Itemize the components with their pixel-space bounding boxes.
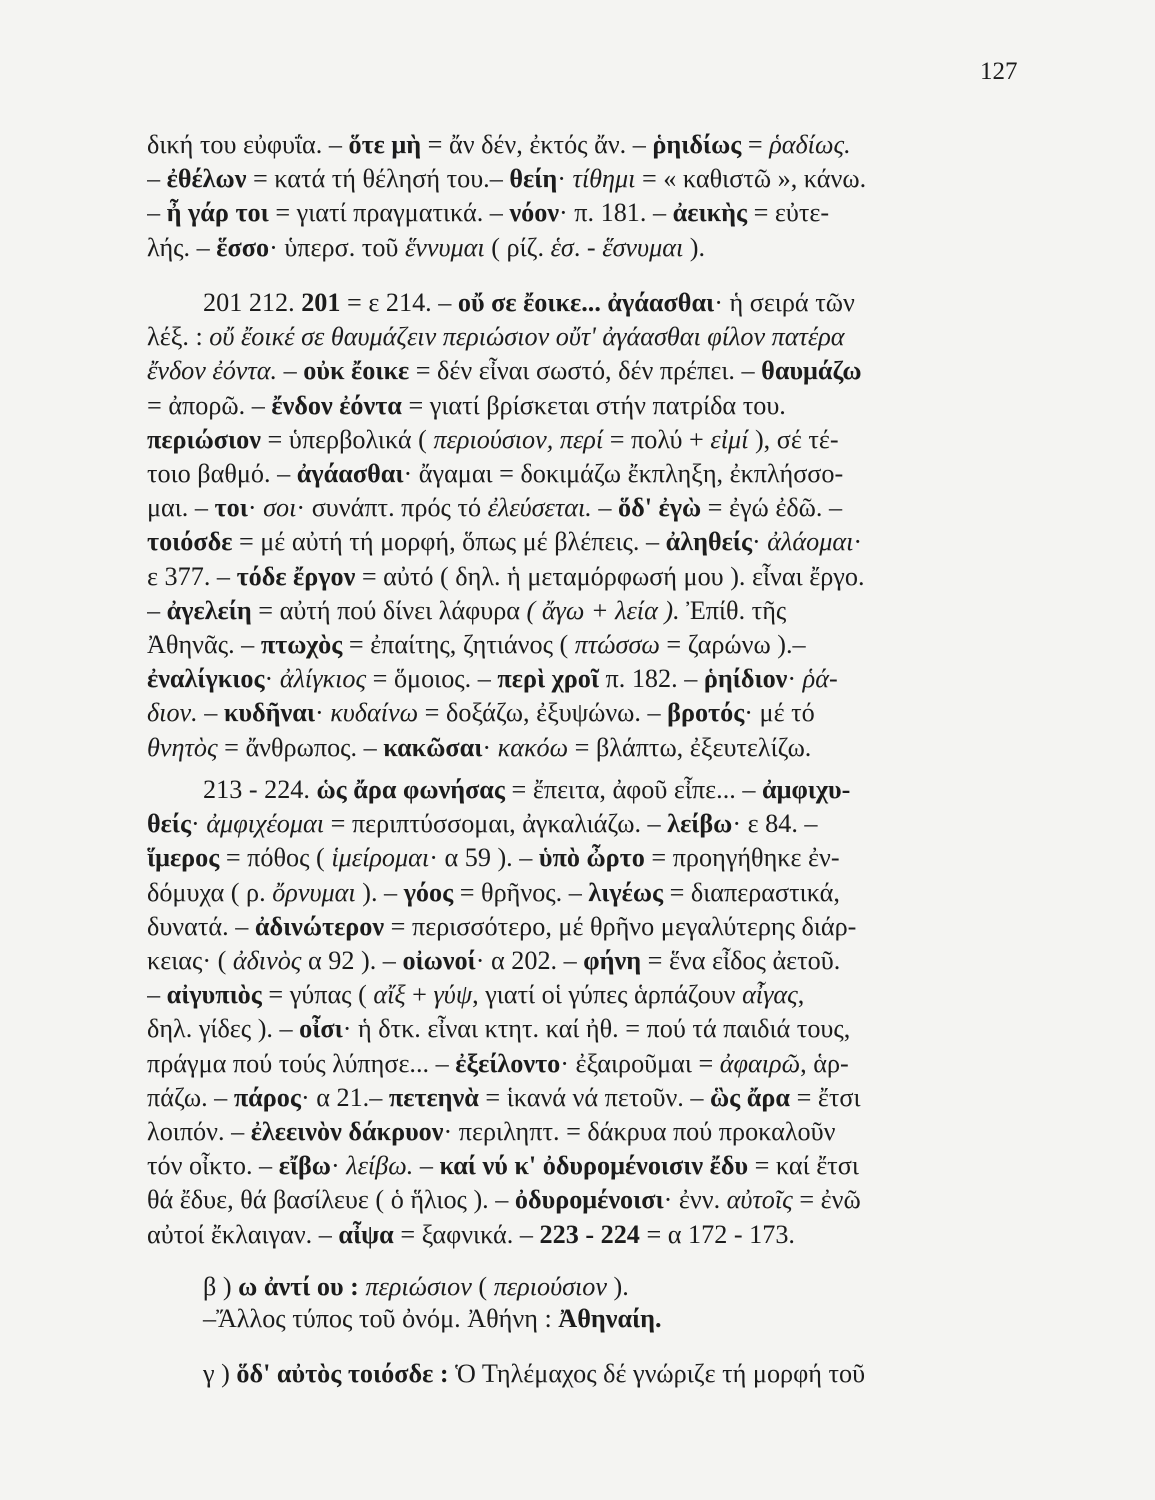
lemma-term: ἕσσο <box>216 232 270 262</box>
lemma-term: τοι <box>214 493 248 523</box>
gloss-text: = δέν εἶναι σωστό, δέν πρέπει. – <box>409 356 762 386</box>
gloss-text: θά ἔδυε, θά βασίλευε ( ὁ ἥλιος ). – <box>147 1185 515 1215</box>
gloss-text: = προηγήθηκε ἐν- <box>644 843 840 873</box>
commentary-paragraph <box>147 286 1015 765</box>
text-line <box>147 978 1015 1012</box>
lemma-term: ῥηίδιον <box>703 664 788 694</box>
gloss-text: = πόθος ( <box>219 843 332 873</box>
gloss-text: τόν οἶκτο. – <box>147 1151 279 1181</box>
gloss-text: ). – <box>355 877 404 907</box>
text-line <box>147 807 1015 841</box>
gloss-text: = περισσότερο, μέ θρῆνο μεγαλύτερης διάρ- <box>384 911 857 941</box>
gloss-text: 213 - 224. <box>203 775 317 804</box>
lemma-term: ῥηιδίως <box>652 130 742 159</box>
gloss-text: = ἀπορῶ. – <box>147 390 272 420</box>
gloss-text: μαι. – <box>147 493 215 523</box>
gloss-text: α 92 ). – <box>301 946 403 976</box>
greek-citation: θνητὸς <box>147 732 218 762</box>
gloss-text: = <box>741 130 770 159</box>
greek-citation: γύψ <box>433 980 473 1010</box>
text-line <box>147 196 1015 230</box>
lemma-term: ἵμερος <box>147 843 220 873</box>
gloss-text: πάζω. – <box>147 1082 234 1112</box>
greek-citation: ἕννυμαι <box>404 232 485 262</box>
gloss-text: λοιπόν. – <box>147 1117 251 1147</box>
greek-citation: σοι <box>263 493 297 523</box>
commentary-paragraph <box>147 128 1015 265</box>
gloss-text: · περιληπτ. = δάκρυα πού προκαλοῦν <box>443 1117 836 1147</box>
gloss-text: · ε 84. – <box>732 809 818 839</box>
lemma-term: ὅδ' αὐτὸς τοιόσδε : <box>236 1359 449 1388</box>
lemma-term: πάρος <box>233 1082 301 1112</box>
greek-citation: ῥά- <box>802 664 838 694</box>
page-number: 127 <box>980 58 1018 85</box>
gloss-text: = ξαφνικά. – <box>393 1219 540 1249</box>
lemma-term: λείβω <box>667 809 733 839</box>
gloss-text: – <box>413 1151 440 1181</box>
gloss-text: = πολύ + <box>603 424 711 454</box>
text-line <box>147 1270 1015 1304</box>
gloss-text: 201 212. <box>203 288 302 317</box>
gloss-text: · <box>247 493 264 523</box>
text-line <box>147 560 1015 594</box>
text-line <box>147 457 1015 491</box>
greek-citation: ( ἄγω + λεία ). <box>526 595 680 625</box>
gloss-text: = θρῆνος. – <box>453 877 589 907</box>
greek-citation: ῥαδίως. <box>769 130 851 159</box>
gloss-text: · <box>191 809 207 839</box>
lemma-term: περὶ χροῖ <box>497 664 599 694</box>
gloss-text: –Ἄλλος τύπος τοῦ ὀνόμ. Ἀθήνη : <box>203 1304 559 1333</box>
lemma-term: ὅτε μὴ <box>348 130 422 159</box>
gloss-text: · <box>264 664 280 694</box>
greek-citation: περιώσιον <box>365 1272 472 1301</box>
gloss-text: , ἁρ- <box>800 1048 849 1078</box>
lemma-term: θείη <box>509 164 558 194</box>
lemma-term: ἀγάασθαι <box>296 459 404 489</box>
gloss-text: · μέ τό <box>744 698 815 728</box>
gloss-text: = α 172 - 173. <box>639 1219 795 1249</box>
text-line <box>147 910 1015 944</box>
lemma-term: ἐλεεινὸν δάκρυον <box>250 1117 444 1147</box>
gloss-text: = ἱκανά νά πετοῦν. – <box>478 1082 711 1112</box>
greek-citation: ἐλεύσεται. <box>487 493 592 523</box>
lemma-term: ἔνδον ἐόντα <box>271 390 402 420</box>
lemma-term: 201 <box>301 288 341 317</box>
gloss-text: γ ) <box>203 1359 237 1388</box>
text-line <box>147 1115 1015 1149</box>
gloss-text: ). <box>683 232 706 262</box>
greek-citation: περιούσιον <box>493 1272 607 1301</box>
lemma-term: ἀγελείη <box>166 595 252 625</box>
text-line <box>147 231 1015 265</box>
gloss-text: λής. – <box>147 232 217 262</box>
lemma-term: ὡς ἄρα φωνήσας <box>316 775 505 804</box>
gloss-text: = ὅμοιος. – <box>366 664 498 694</box>
greek-citation: ἀδινὸς <box>232 946 302 976</box>
text-line <box>147 1183 1015 1217</box>
text-line <box>147 1081 1015 1115</box>
gloss-text: = γιατί πραγματικά. – <box>268 198 510 228</box>
text-line <box>147 423 1015 457</box>
text-line <box>147 286 1015 320</box>
gloss-text: = γιατί βρίσκεται στήν πατρίδα του. <box>401 390 786 420</box>
gloss-text: = ἐπαίτης, ζητιάνος ( <box>342 630 575 660</box>
lemma-term: ὣς ἄρα <box>710 1082 791 1112</box>
lemma-term: τόδε ἔργον <box>236 561 356 591</box>
gloss-text: Ὁ Τηλέμαχος δέ γνώριζε τή μορφή τοῦ <box>448 1359 866 1388</box>
gloss-text: = περιπτύσσομαι, ἀγκαλιάζω. – <box>324 809 668 839</box>
lemma-term: ἀδινώτερον <box>254 911 385 941</box>
gloss-text: – <box>147 595 167 625</box>
text-line <box>147 773 1015 807</box>
lemma-term: ω ἀντί ου : <box>238 1272 366 1301</box>
gloss-text: = γύπας ( <box>261 980 374 1010</box>
greek-citation: αἶγας <box>742 980 798 1010</box>
lemma-term: αἰγυπιὸς <box>166 980 262 1010</box>
gloss-text: · ὑπερσ. τοῦ <box>269 232 405 262</box>
lemma-term: οὔ σε ἔοικε... ἀγάασθαι <box>457 288 715 317</box>
text-line <box>147 320 1015 354</box>
gloss-text: = ἐνῶ <box>792 1185 861 1215</box>
greek-citation: ἀλίγκιος <box>279 664 367 694</box>
gloss-text: ( ρίζ. <box>484 232 551 262</box>
lemma-term: νόον <box>509 198 560 228</box>
gloss-text: · α 59 ). – <box>429 843 539 873</box>
text-line <box>147 662 1015 696</box>
text-line <box>147 876 1015 910</box>
gloss-text: ), σέ τέ- <box>748 424 839 454</box>
gloss-text: – <box>591 493 619 523</box>
lemma-term: 223 - 224 <box>539 1219 640 1249</box>
text-line <box>147 128 1015 162</box>
gloss-text: · <box>787 664 803 694</box>
greek-citation: λείβω. <box>346 1151 414 1181</box>
lemma-term: κυδῆναι <box>223 698 315 728</box>
greek-citation: εἰμί <box>710 424 749 454</box>
text-line <box>147 628 1015 662</box>
gloss-text: , γιατί οἱ γύπες ἁρπάζουν <box>472 980 743 1010</box>
gloss-text: · ἐνν. <box>663 1185 727 1215</box>
greek-citation: τίθημι <box>572 164 636 194</box>
lemma-term: τοιόσδε <box>147 527 233 557</box>
gloss-text: · ἡ σειρά τῶν <box>714 288 855 317</box>
gloss-text: = καί ἔτσι <box>748 1151 859 1181</box>
text-line <box>147 354 1015 388</box>
gloss-text: – <box>197 698 224 728</box>
gloss-text: Ἐπίθ. τῆς <box>679 595 787 625</box>
text-line <box>147 696 1015 730</box>
gloss-text: · π. 181. – <box>559 198 673 228</box>
gloss-text: = « καθιστῶ », κάνω. <box>635 164 867 194</box>
commentary-note <box>147 1302 1015 1336</box>
lemma-term: ἐξείλοντο <box>455 1048 561 1078</box>
gloss-text: = κατά τή θέλησή του.– <box>246 164 510 194</box>
gloss-text: · <box>752 527 768 557</box>
commentary-paragraph <box>147 773 1015 1252</box>
text-line <box>147 491 1015 525</box>
gloss-text: = αὐτό ( δηλ. ἡ μεταμόρφωσή μου ). εἶναι ἔργο. <box>355 561 865 591</box>
gloss-text: · ἄγαμαι = δοκιμάζω ἔκπληξη, ἐκπλήσσο- <box>403 459 844 489</box>
gloss-text: = ἔπειτα, ἀφοῦ εἶπε... – <box>504 775 762 804</box>
gloss-text: · <box>330 1151 347 1181</box>
text-line <box>147 1012 1015 1046</box>
gloss-text: π. 182. – <box>598 664 704 694</box>
gloss-text: – <box>147 980 167 1010</box>
greek-citation: περιούσιον, περί <box>433 424 604 454</box>
text-line <box>147 1218 1015 1252</box>
greek-citation: πτώσσω <box>574 630 660 660</box>
lemma-term: κακῶσαι <box>383 732 483 762</box>
gloss-text: ε 377. – <box>147 561 237 591</box>
greek-citation: διον. <box>147 698 198 728</box>
lemma-term: γόος <box>403 877 454 907</box>
gloss-text: = ἄνθρωπος. – <box>217 732 384 762</box>
lemma-term: αἶψα <box>338 1219 394 1249</box>
text-line <box>147 1302 1015 1336</box>
greek-citation: κακόω <box>497 732 569 762</box>
lemma-term: ὑπὸ ὦρτο <box>538 843 645 873</box>
gloss-text: · α 21.– <box>300 1082 389 1112</box>
lemma-term: φήνη <box>583 946 642 976</box>
gloss-text: · συνάπτ. πρός τό <box>296 493 488 523</box>
text-line <box>147 1149 1015 1183</box>
text-line <box>147 594 1015 628</box>
greek-citation: ἱμείρομαι <box>331 843 430 873</box>
greek-citation: κυδαίνω <box>330 698 419 728</box>
lemma-term: ἀληθείς <box>665 527 753 557</box>
gloss-text: αὐτοί ἔκλαιγαν. – <box>147 1219 339 1249</box>
gloss-text: δική του εὐφυΐα. – <box>147 130 349 159</box>
greek-citation: ἑσ <box>550 232 574 262</box>
greek-citation: ἕσνυμαι <box>602 232 684 262</box>
gloss-text: – <box>277 356 304 386</box>
gloss-text: = ζαρώνω ).– <box>659 630 806 660</box>
lemma-term: βροτός <box>667 698 745 728</box>
gloss-text: ( <box>471 1272 494 1301</box>
text-line <box>147 1357 1015 1391</box>
gloss-text: . - <box>573 232 603 262</box>
greek-citation: οὔ ἔοικέ σε θαυμάζειν περιώσιον οὔτ' ἀγάασθαι φίλον πατέρα <box>209 322 845 352</box>
gloss-text: = ὑπερβολικά ( <box>260 424 434 454</box>
lemma-term: περιώσιον <box>147 424 261 454</box>
gloss-text: Ἀθηνᾶς. – <box>147 630 261 660</box>
greek-citation: ἀφαιρῶ <box>719 1048 801 1078</box>
lemma-term: οὐκ ἔοικε <box>303 356 410 386</box>
gloss-text: = μέ αὐτή τή μορφή, ὅπως μέ βλέπεις. – <box>232 527 666 557</box>
greek-citation: ἀμφιχέομαι <box>206 809 325 839</box>
gloss-text: = ἔτσι <box>790 1082 861 1112</box>
text-line <box>147 731 1015 765</box>
commentary-note <box>147 1270 1015 1304</box>
gloss-text: = ἄν δέν, ἐκτός ἄν. – <box>421 130 653 159</box>
gloss-text: = ἕνα εἶδος ἀετοῦ. <box>641 946 841 976</box>
gloss-text: · <box>557 164 573 194</box>
text-line <box>147 1047 1015 1081</box>
gloss-text: δυνατά. – <box>147 911 255 941</box>
gloss-text: – <box>147 198 167 228</box>
gloss-text: + <box>405 980 434 1010</box>
greek-citation: αἴξ <box>373 980 406 1010</box>
gloss-text: = αὐτή πού δίνει λάφυρα <box>251 595 527 625</box>
text-line <box>147 841 1015 875</box>
gloss-text: · α 202. – <box>475 946 584 976</box>
gloss-text: · <box>482 732 498 762</box>
gloss-text: δηλ. γίδες ). – <box>147 1014 300 1044</box>
gloss-text: · <box>314 698 331 728</box>
gloss-text: κειας· ( <box>147 946 233 976</box>
lemma-term: πετεηνὰ <box>388 1082 479 1112</box>
lemma-term: ἦ γάρ τοι <box>166 198 269 228</box>
text-line <box>147 944 1015 978</box>
gloss-text: τοιο βαθμό. – <box>147 459 297 489</box>
lemma-term: ἐναλίγκιος <box>147 664 265 694</box>
lemma-term: ἐθέλων <box>166 164 247 194</box>
gloss-text: – <box>147 164 167 194</box>
gloss-text: ). <box>607 1272 629 1301</box>
lemma-term: ἀμφιχυ- <box>761 775 851 804</box>
gloss-text: β ) <box>203 1272 239 1301</box>
lemma-term: οἶσι <box>299 1014 343 1044</box>
gloss-text: = ἐγώ ἐδῶ. – <box>701 493 843 523</box>
lemma-term: πτωχὸς <box>260 630 343 660</box>
gloss-text: , <box>797 980 805 1010</box>
gloss-text: λέξ. : <box>147 322 210 352</box>
gloss-text: πράγμα πού τούς λύπησε... – <box>147 1048 456 1078</box>
greek-citation: ἔνδον ἐόντα. <box>147 356 278 386</box>
gloss-text: = διαπεραστικά, <box>663 877 840 907</box>
lemma-term: ὀδυρομένοισι <box>514 1185 664 1215</box>
greek-citation: ἀλάομαι <box>767 527 854 557</box>
lemma-term: θείς <box>147 809 192 839</box>
greek-citation: αὐτοῖς <box>726 1185 793 1215</box>
lemma-term: Ἀθηναίη. <box>558 1304 662 1333</box>
commentary-paragraph <box>147 1357 1015 1391</box>
greek-citation: ὄρνυμαι <box>272 877 356 907</box>
lemma-term: ὅδ' ἐγὼ <box>618 493 702 523</box>
gloss-text: = δοξάζω, ἐξυψώνω. – <box>418 698 668 728</box>
gloss-text: = ε 214. – <box>340 288 458 317</box>
lemma-term: ἀεικὴς <box>672 198 748 228</box>
gloss-text: = εὐτε- <box>747 198 830 228</box>
text-line <box>147 389 1015 423</box>
lemma-term: θαυμάζω <box>761 356 862 386</box>
lemma-term: καί νύ κ' ὀδυρομένοισιν ἔδυ <box>439 1151 749 1181</box>
lemma-term: εἴβω <box>278 1151 331 1181</box>
gloss-text: · ἐξαιροῦμαι = <box>560 1048 720 1078</box>
gloss-text: · ἡ δτκ. εἶναι κτητ. καί ἠθ. = πού τά παιδιά τους, <box>342 1014 851 1044</box>
gloss-text: · <box>853 527 863 557</box>
gloss-text: δόμυχα ( ρ. <box>147 877 273 907</box>
text-line <box>147 162 1015 196</box>
text-line <box>147 525 1015 559</box>
lemma-term: οἰωνοί <box>402 946 476 976</box>
gloss-text: = βλάπτω, ἐξευτελίζω. <box>568 732 812 762</box>
lemma-term: λιγέως <box>588 877 664 907</box>
